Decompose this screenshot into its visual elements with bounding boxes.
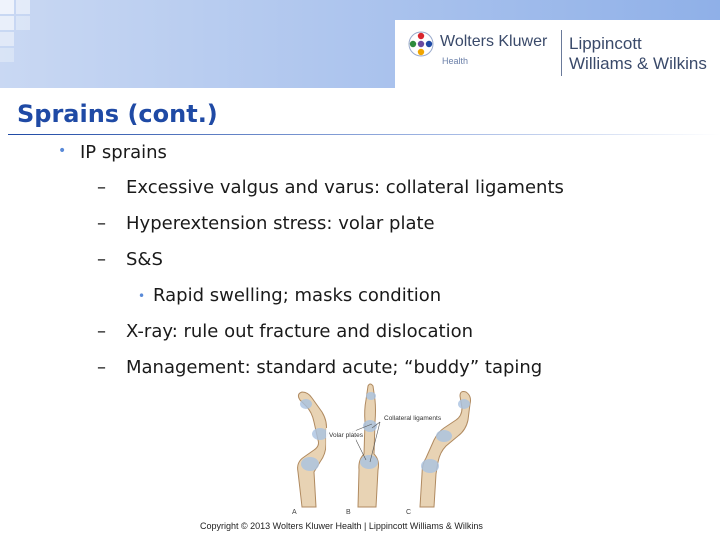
imprint-line-1: Lippincott xyxy=(569,34,642,53)
bullet-item-5: Rapid swelling; masks condition xyxy=(153,285,442,306)
bullet-item-7: Management: standard acute; “buddy” taping xyxy=(126,357,543,378)
dash-marker: – xyxy=(97,357,106,378)
label-volar-text: Volar plates xyxy=(329,432,363,439)
division-name: Health xyxy=(442,56,469,66)
imprint-name xyxy=(569,34,707,74)
dash-marker: – xyxy=(97,177,106,198)
bullet-item-3: Hyperextension stress: volar plate xyxy=(126,213,435,234)
panel-label-c: C xyxy=(406,509,412,516)
dash-marker: – xyxy=(97,249,106,270)
bullet-item-6: X-ray: rule out fracture and dislocation xyxy=(126,321,474,342)
finger-ligament-illustration xyxy=(280,382,480,520)
wolters-kluwer-logo-icon xyxy=(407,30,435,58)
label-volar-plates xyxy=(329,432,364,439)
bullet-item-2: Excessive valgus and varus: collateral ligaments xyxy=(126,177,564,198)
panel-label-a: A xyxy=(292,509,297,516)
bullet-item-4: S&S xyxy=(126,249,163,270)
copyright-footer: Copyright © 2013 Wolters Kluwer Health | Lippincott Williams & Wilkins xyxy=(200,521,483,531)
imprint-line-2: Williams & Wilkins xyxy=(569,54,707,73)
company-name: Wolters Kluwer xyxy=(440,33,548,50)
dash-marker: – xyxy=(97,321,106,342)
slide-title: Sprains (cont.) xyxy=(17,100,218,128)
label-collateral-text: Collateral ligaments xyxy=(384,415,442,422)
panel-label-b: B xyxy=(346,509,351,516)
finger-b-image xyxy=(358,384,379,507)
dash-marker: – xyxy=(97,213,106,234)
bullet-marker: • xyxy=(58,143,67,159)
bullet-marker: • xyxy=(138,289,146,303)
finger-a-image xyxy=(298,392,327,507)
bullet-item-1: IP sprains xyxy=(80,142,167,163)
label-collateral-ligaments xyxy=(384,415,442,422)
logo-divider xyxy=(561,30,562,76)
decorative-squares xyxy=(0,0,30,88)
title-rule xyxy=(8,134,720,135)
